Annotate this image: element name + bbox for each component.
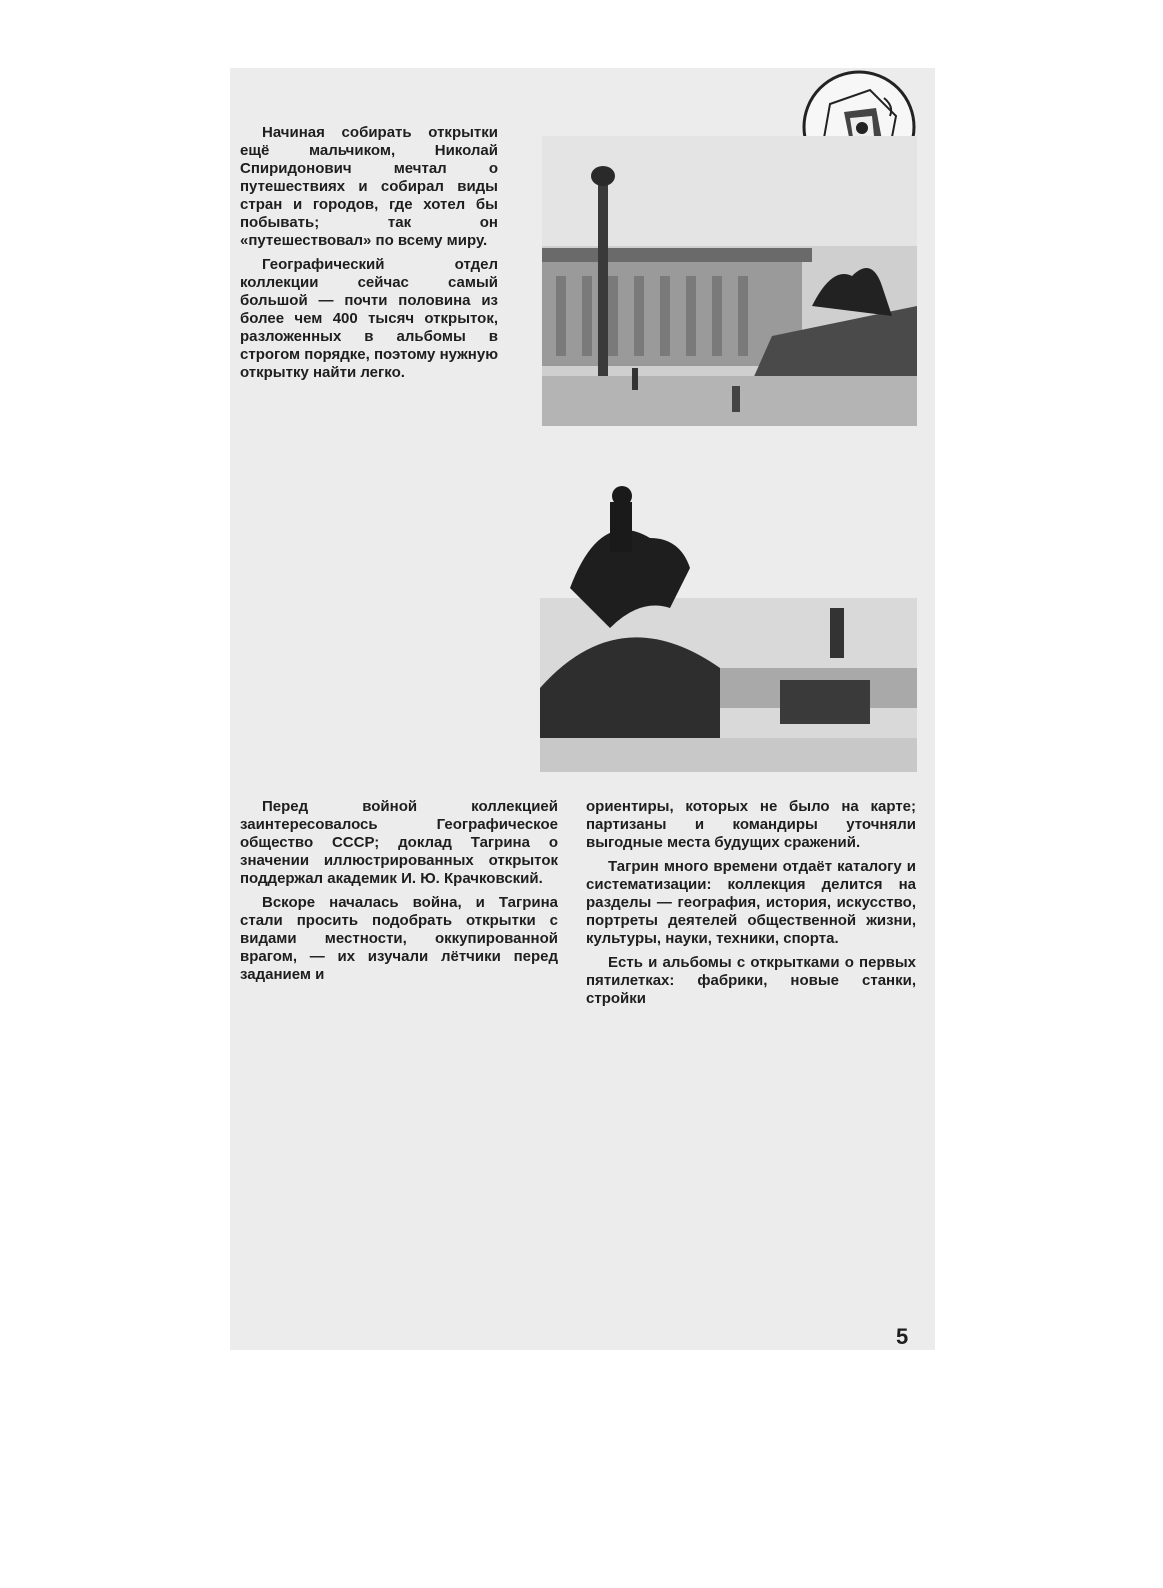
paragraph: Перед войной коллекцией заинтересовалось Географическое общество СССР; доклад Тагрина о значении иллюстрированных открыток поддержал академик И. Ю. Крачковский. <box>240 798 558 887</box>
paragraph: Тагрин много времени отдаёт каталогу и систематизации: коллекция делится на разделы — география, история, искусство, портреты деятелей общественной жизни, культуры, науки, техники, спорта. <box>586 858 916 947</box>
page-number: 5 <box>896 1324 909 1349</box>
paragraph: Есть и альбомы с открытками о первых пятилетках: фабрики, новые станки, стройки <box>586 954 916 1007</box>
text-column-2 <box>240 798 558 990</box>
paragraph: Вскоре началась война, и Тагрина стали просить подобрать открытки с видами местности, оккупированной врагом, — их изучали лётчики перед заданием и <box>240 894 558 983</box>
text-column-1 <box>240 124 498 388</box>
photo-monument-closeup <box>540 448 917 772</box>
paragraph: Начиная собирать открытки ещё мальчиком, Николай Спиридонович мечтал о путешествиях и собирал виды стран и городов, где хотел бы побывать; так он «путешествовал» по всему миру. <box>240 124 498 249</box>
paragraph: ориентиры, которых не было на карте; партизаны и командиры уточняли выгодные места будущих сражений. <box>586 798 916 851</box>
photo-square-monument <box>542 136 917 426</box>
paragraph: Географический отдел коллекции сейчас самый большой — почти половина из более чем 400 тысяч открыток, разложенных в альбомы в строгом порядке, поэтому нужную открытку найти легко. <box>240 256 499 381</box>
text-column-3 <box>586 798 916 1014</box>
